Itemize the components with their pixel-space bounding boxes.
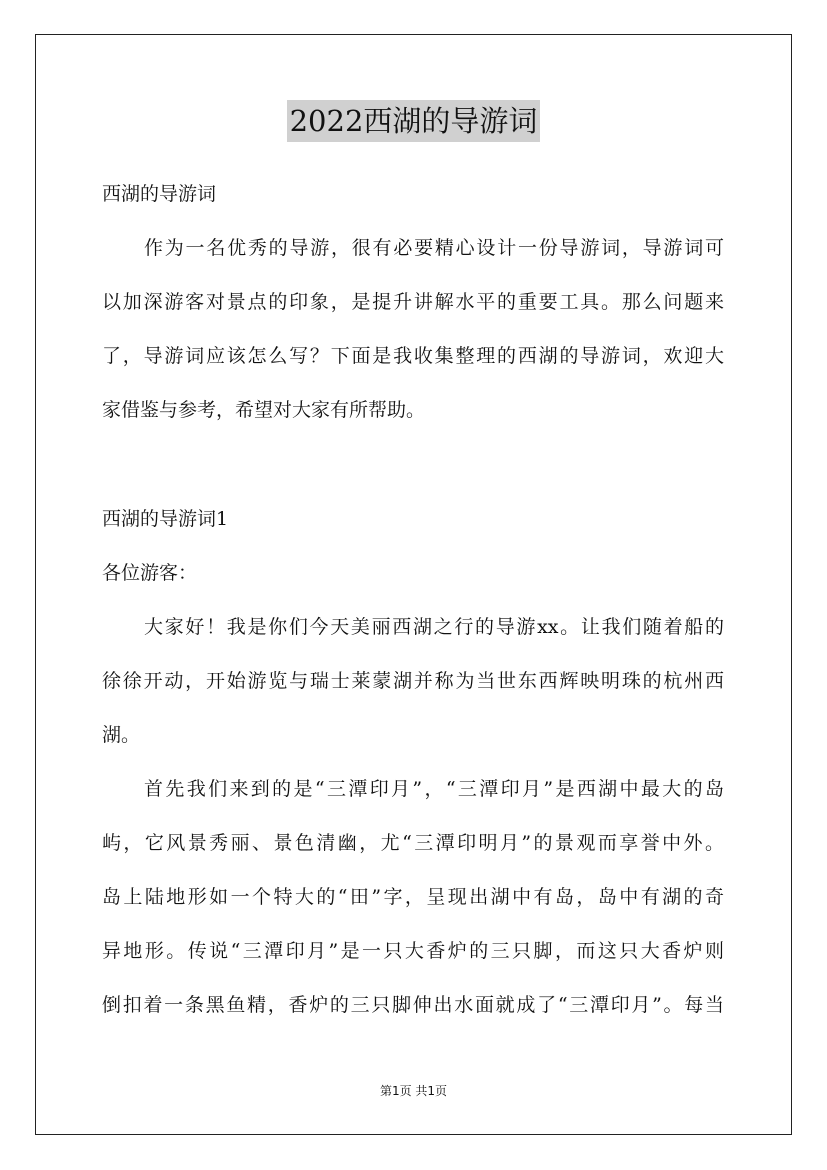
title-container xyxy=(0,100,827,142)
document-heading: 西湖的导游词 xyxy=(102,183,217,205)
para2-line-4: 异地形。传说“三潭印月”是一只大香炉的三只脚，而这只大香炉则 xyxy=(102,940,724,962)
para1-line-2: 徐徐开动，开始游览与瑞士莱蒙湖并称为当世东西辉映明珠的杭州西 xyxy=(102,670,724,692)
intro-line-3: 了，导游词应该怎么写？下面是我收集整理的西湖的导游词，欢迎大 xyxy=(102,345,724,367)
intro-line-1: 作为一名优秀的导游，很有必要精心设计一份导游词，导游词可 xyxy=(144,237,724,259)
para2-line-5: 倒扣着一条黑鱼精，香炉的三只脚伸出水面就成了“三潭印月”。每当 xyxy=(102,994,724,1016)
page-footer: 第1页 共1页 xyxy=(379,1084,448,1098)
greeting: 各位游客： xyxy=(102,562,198,584)
para1-line-1: 大家好！我是你们今天美丽西湖之行的导游xx。让我们随着船的 xyxy=(144,616,724,638)
section-title: 西湖的导游词1 xyxy=(102,508,229,530)
intro-line-2: 以加深游客对景点的印象，是提升讲解水平的重要工具。那么问题来 xyxy=(102,291,724,313)
para1-line-3: 湖。 xyxy=(102,724,141,746)
para2-line-2: 屿，它风景秀丽、景色清幽，尤“三潭印明月”的景观而享誉中外。 xyxy=(102,832,724,854)
document-title: 2022西湖的导游词 xyxy=(287,100,541,142)
para2-line-3: 岛上陆地形如一个特大的“田”字，呈现出湖中有岛，岛中有湖的奇 xyxy=(102,886,724,908)
intro-line-4: 家借鉴与参考，希望对大家有所帮助。 xyxy=(102,399,426,421)
para2-line-1: 首先我们来到的是“三潭印月”，“三潭印月”是西湖中最大的岛 xyxy=(144,778,724,800)
